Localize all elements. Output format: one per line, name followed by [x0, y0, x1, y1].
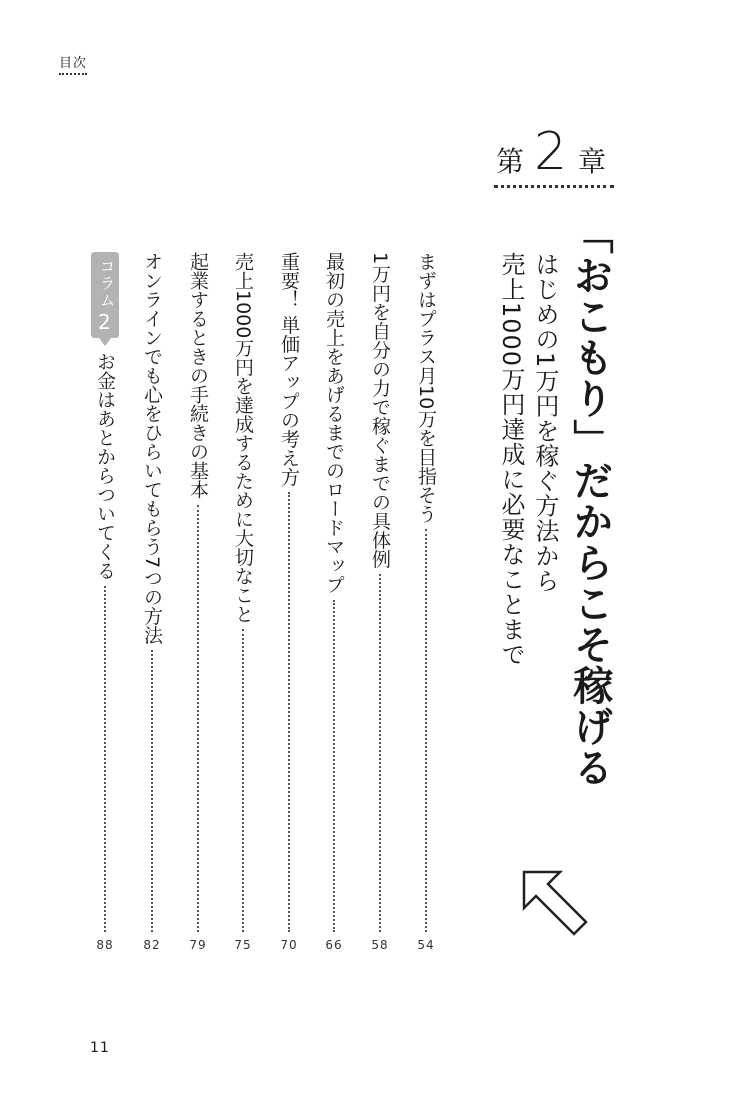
toc-entry[interactable] [275, 252, 303, 952]
toc-entry-title: 最初の売上をあげるまでのロードマップ [323, 252, 345, 594]
column-title: お金はあとからついてくる [94, 352, 116, 580]
toc-entry-title: 重要！ 単価アップの考え方 [278, 252, 300, 487]
toc-entry-page: 54 [417, 938, 435, 952]
toc-entry-page: 70 [280, 938, 298, 952]
chapter-heading [490, 122, 620, 182]
toc-entry[interactable] [138, 252, 166, 952]
column-page: 88 [96, 938, 114, 952]
toc-leader [288, 492, 290, 932]
chapter-suffix: 章 [578, 145, 607, 178]
toc-leader [379, 574, 381, 932]
chapter-subtitle-line1: はじめの1万円を稼ぐ方法から [531, 252, 559, 594]
toc-leader [333, 600, 335, 932]
toc-column-entry[interactable] [91, 352, 119, 952]
toc-leader [151, 650, 153, 932]
toc-entry[interactable] [229, 252, 257, 952]
chapter-divider [494, 185, 614, 188]
chapter-subtitle-line2: 売上1000万円達成に必要なことまで [497, 252, 525, 668]
column-label: コラム [97, 258, 116, 309]
page-number: 11 [90, 1040, 110, 1056]
toc-entry-page: 58 [371, 938, 389, 952]
toc-entry-title: オンラインでも心をひらいてもらう7つの方法 [141, 252, 163, 645]
chapter-number: 2 [534, 122, 568, 182]
toc-leader [104, 586, 106, 932]
chapter-title: 「おこもり」だからこそ稼げる [567, 214, 613, 788]
header-dots [59, 73, 87, 75]
toc-leader [425, 529, 427, 932]
section-label: 目次 [59, 56, 88, 71]
toc-entry-page: 79 [189, 938, 207, 952]
toc-entry[interactable] [320, 252, 348, 952]
toc-entry-title: 売上1000万円を達成するために大切なこと [232, 252, 254, 624]
toc-entry-title: 1万円を自分の力で稼ぐまでの具体例 [369, 252, 391, 569]
toc-leader [197, 505, 199, 932]
toc-entry-title: まずはプラス月10万を目指そう [415, 252, 437, 524]
toc-leader [242, 629, 244, 932]
toc-entry-page: 75 [234, 938, 252, 952]
column-badge [91, 252, 119, 338]
chapter-prefix: 第 [496, 145, 525, 178]
toc-entry[interactable] [366, 252, 394, 952]
toc-entry[interactable] [412, 252, 440, 952]
toc-entry-title: 起業するときの手続きの基本 [187, 252, 209, 499]
toc-entry-page: 82 [143, 938, 161, 952]
arrow-up-left-icon [520, 868, 590, 938]
toc-entry-page: 66 [325, 938, 343, 952]
column-number: 2 [98, 310, 111, 334]
toc-entry[interactable] [184, 252, 212, 952]
